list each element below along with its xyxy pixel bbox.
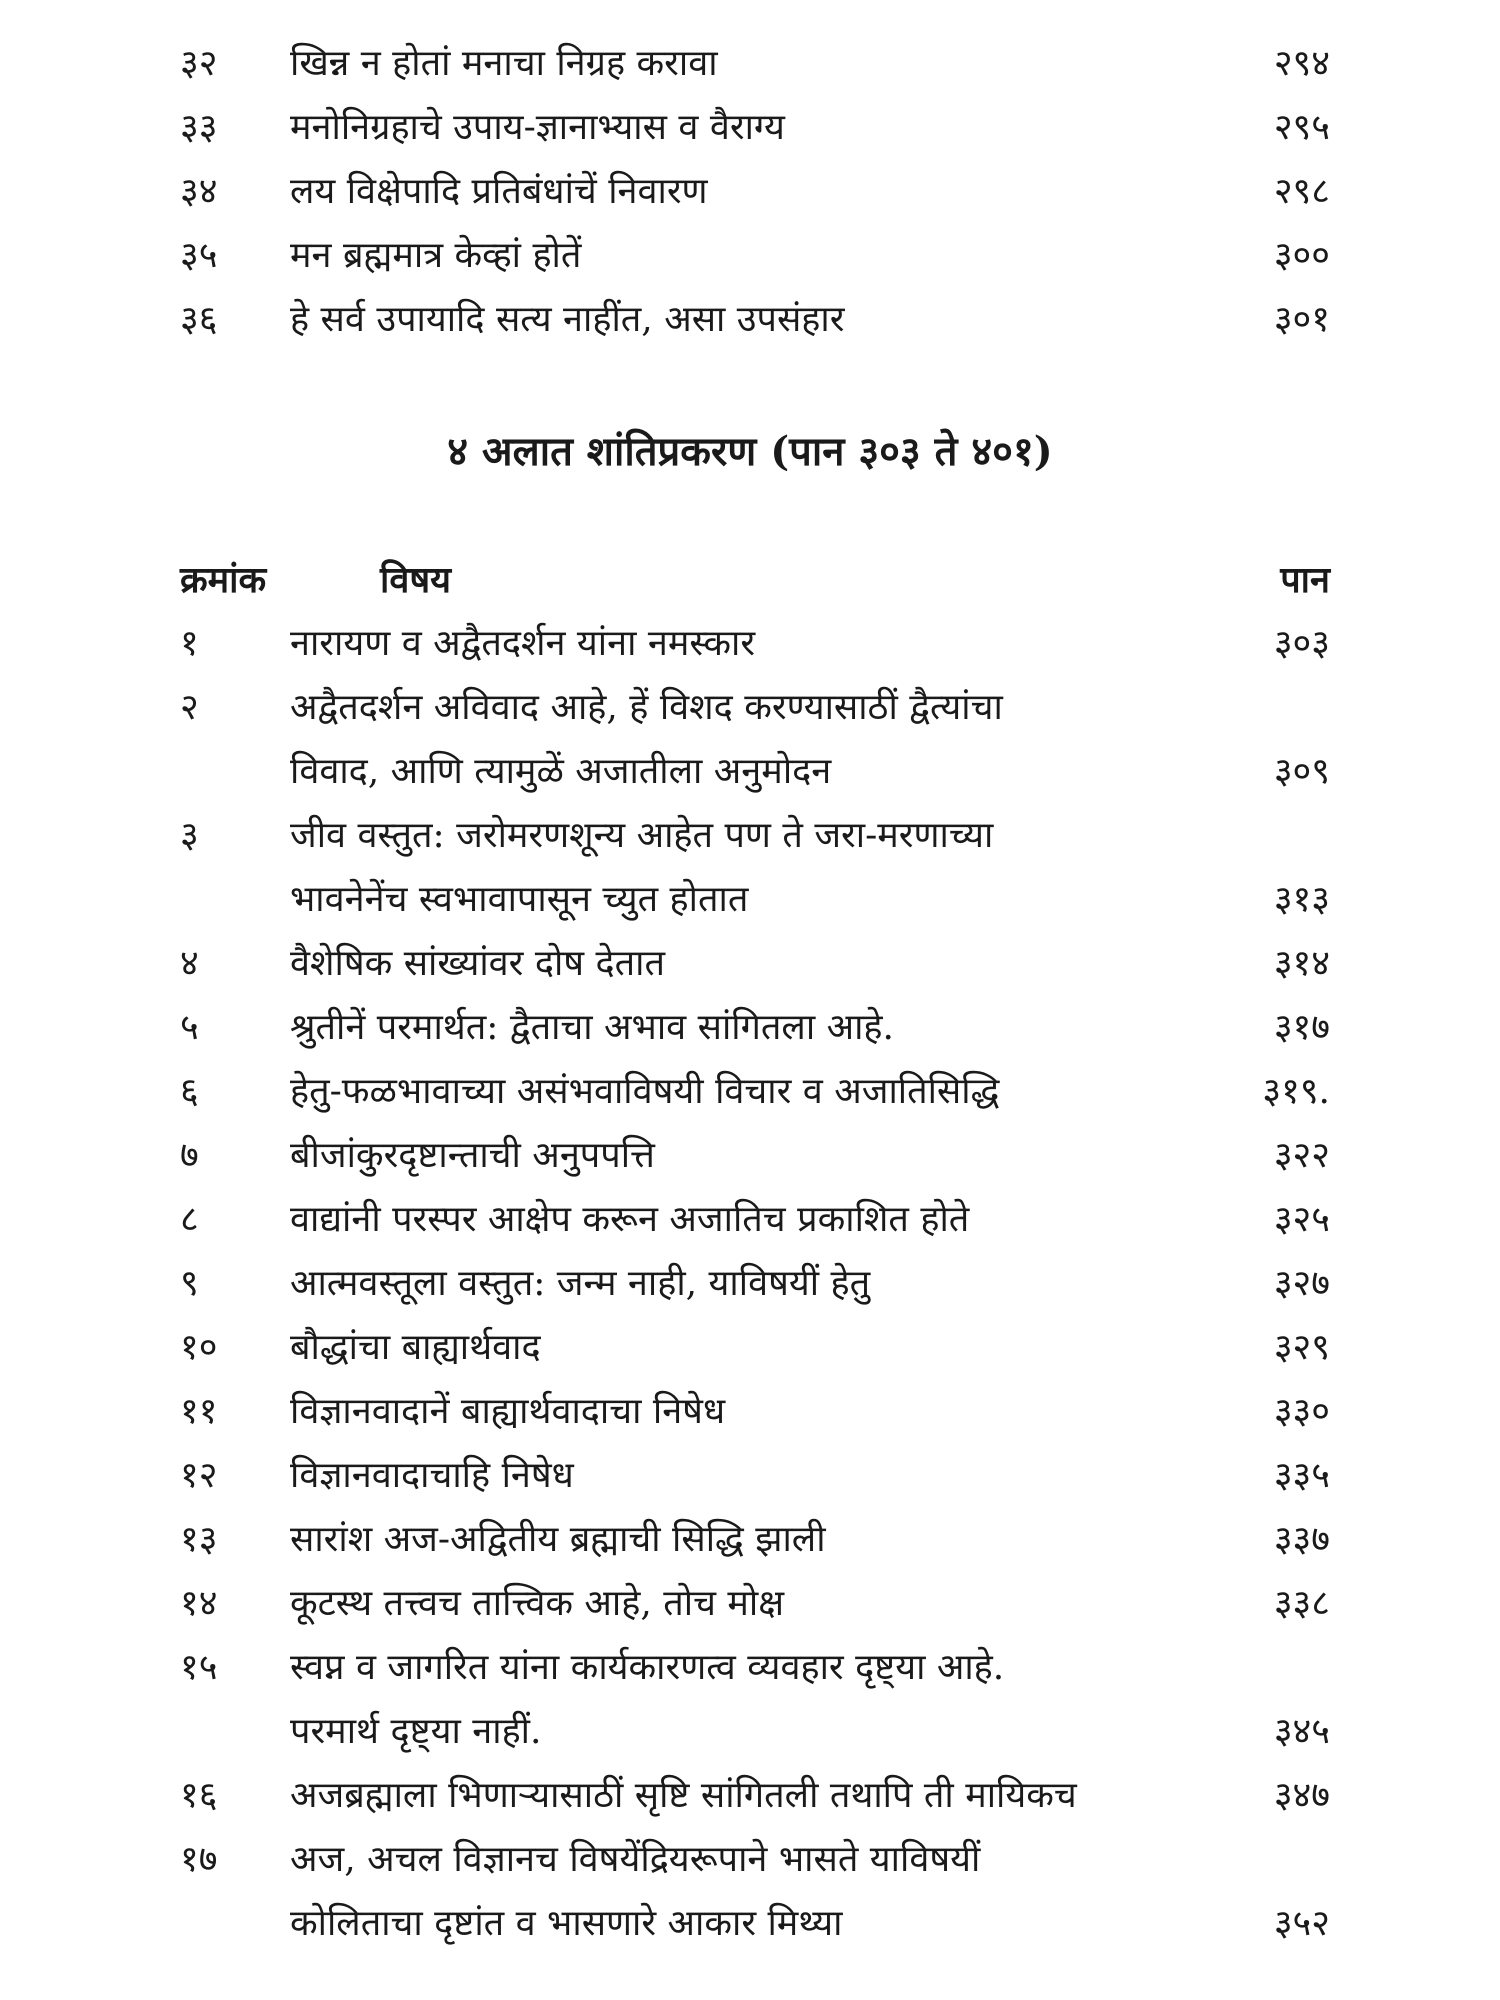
entry-number: १ <box>180 623 199 664</box>
entry-title: कोलिताचा दृष्टांत व भासणारे आकार मिथ्या <box>290 1903 843 1944</box>
list-item <box>180 1124 1330 1188</box>
entry-number: ९ <box>180 1263 199 1304</box>
list-item <box>180 1636 1330 1700</box>
entry-page: ३३५ <box>1273 1455 1330 1496</box>
header-page: पान <box>1280 559 1330 601</box>
entry-title: हेतु-फळभावाच्या असंभवाविषयी विचार व अजातिसिद्धि <box>290 1071 1000 1112</box>
entry-page: ३०९ <box>1273 751 1330 792</box>
entry-number: ८ <box>180 1199 199 1240</box>
entry-page: ३४७ <box>1273 1775 1330 1816</box>
list-item <box>180 1508 1330 1572</box>
toc-main-list <box>180 612 1330 1956</box>
entry-number: ११ <box>180 1391 218 1432</box>
entry-title: वैशेषिक सांख्यांवर दोष देतात <box>290 943 665 984</box>
list-item <box>180 1188 1330 1252</box>
entry-title: भावनेनेंच स्वभावापासून च्युत होतात <box>290 879 749 920</box>
list-item <box>180 996 1330 1060</box>
list-item <box>180 676 1330 740</box>
list-item <box>180 804 1330 868</box>
entry-title: मनोनिग्रहाचे उपाय-ज्ञानाभ्यास व वैराग्य <box>290 107 785 148</box>
entry-title: परमार्थ दृष्ट्या नाहीं. <box>290 1711 542 1752</box>
list-item <box>180 932 1330 996</box>
entry-page: २९८ <box>1273 171 1330 212</box>
entry-page: ३१७ <box>1273 1007 1330 1048</box>
entry-page: ३०१ <box>1273 299 1330 340</box>
entry-number: १४ <box>180 1583 218 1624</box>
table-header <box>180 548 1330 612</box>
list-item <box>180 32 1330 96</box>
entry-number: १६ <box>180 1775 218 1816</box>
entry-title: बौद्धांचा बाह्यार्थवाद <box>290 1327 541 1368</box>
entry-title: विवाद, आणि त्यामुळें अजातीला अनुमोदन <box>290 751 832 792</box>
entry-title: आत्मवस्तूला वस्तुत: जन्म नाही, याविषयीं हेतु <box>290 1263 871 1304</box>
entry-page: ३२५ <box>1273 1199 1330 1240</box>
entry-number: ३२ <box>180 43 218 84</box>
list-item <box>180 1828 1330 1892</box>
entry-number: १२ <box>180 1455 218 1496</box>
entry-number: ३ <box>180 815 199 856</box>
entry-number: १७ <box>180 1839 218 1880</box>
list-item <box>180 1252 1330 1316</box>
entry-number: १३ <box>180 1519 218 1560</box>
entry-title: कूटस्थ तत्त्वच तात्त्विक आहे, तोच मोक्ष <box>290 1583 785 1624</box>
entry-page: ३२२ <box>1273 1135 1330 1176</box>
entry-number: ३५ <box>180 235 218 276</box>
list-item <box>180 96 1330 160</box>
entry-page: ३३० <box>1273 1391 1330 1432</box>
entry-number: १० <box>180 1327 218 1368</box>
entry-number: ५ <box>180 1007 199 1048</box>
header-subject: विषय <box>380 559 452 601</box>
list-item <box>180 224 1330 288</box>
entry-number: ३६ <box>180 299 218 340</box>
list-item <box>180 740 1330 804</box>
entry-page: ३४५ <box>1273 1711 1330 1752</box>
entry-title: विज्ञानवादाचाहि निषेध <box>290 1455 574 1496</box>
list-item <box>180 1572 1330 1636</box>
list-item <box>180 1060 1330 1124</box>
entry-title: मन ब्रह्ममात्र केव्हां होतें <box>290 235 582 276</box>
list-item <box>180 1700 1330 1764</box>
entry-title: हे सर्व उपायादि सत्य नाहींत, असा उपसंहार <box>290 299 845 340</box>
section-heading: ४ अलात शांतिप्रकरण (पान ३०३ ते ४०१) <box>447 428 1053 475</box>
entry-number: ३४ <box>180 171 218 212</box>
list-item <box>180 1892 1330 1956</box>
list-item <box>180 612 1330 676</box>
entry-number: ४ <box>180 943 199 984</box>
entry-title: स्वप्न व जागरित यांना कार्यकारणत्व व्यवहार दृष्ट्या आहे. <box>290 1647 1005 1688</box>
entry-title: जीव वस्तुत: जरोमरणशून्य आहेत पण ते जरा-मरणाच्या <box>290 815 994 856</box>
entry-title: खिन्न न होतां मनाचा निग्रह करावा <box>290 43 718 84</box>
entry-number: ६ <box>180 1071 199 1112</box>
list-item <box>180 1316 1330 1380</box>
entry-page: ३३७ <box>1273 1519 1330 1560</box>
entry-title: नारायण व अद्वैतदर्शन यांना नमस्कार <box>290 623 756 664</box>
entry-title: बीजांकुरदृष्टान्ताची अनुपपत्ति <box>290 1135 655 1176</box>
entry-page: २९४ <box>1273 43 1330 84</box>
entry-title: अज, अचल विज्ञानच विषयेंद्रियरूपाने भासते याविषयीं <box>290 1839 981 1880</box>
entry-number: ७ <box>180 1135 199 1176</box>
entry-page: ३५२ <box>1273 1903 1330 1944</box>
entry-number: १५ <box>180 1647 218 1688</box>
list-item <box>180 160 1330 224</box>
entry-page: ३२७ <box>1273 1263 1330 1304</box>
entry-title: अजब्रह्माला भिणाऱ्यासाठीं सृष्टि सांगितली तथापि ती मायिकच <box>290 1775 1077 1816</box>
entry-title: अद्वैतदर्शन अविवाद आहे, हें विशद करण्यासाठीं द्वैत्यांचा <box>290 687 1003 728</box>
entry-page: ३१९. <box>1262 1071 1330 1112</box>
entry-page: २९५ <box>1273 107 1330 148</box>
list-item <box>180 288 1330 352</box>
entry-number: २ <box>180 687 199 728</box>
list-item <box>180 1764 1330 1828</box>
list-item <box>180 1444 1330 1508</box>
list-item <box>180 1380 1330 1444</box>
entry-title: सारांश अज-अद्वितीय ब्रह्माची सिद्धि झाली <box>290 1519 826 1560</box>
entry-page: ३२९ <box>1273 1327 1330 1368</box>
entry-page: ३१३ <box>1273 879 1330 920</box>
entry-title: वाद्यांनी परस्पर आक्षेप करून अजातिच प्रकाशित होते <box>290 1199 970 1240</box>
entry-page: ३१४ <box>1273 943 1330 984</box>
entry-title: लय विक्षेपादि प्रतिबंधांचें निवारण <box>290 171 708 212</box>
entry-title: श्रुतीनें परमार्थत: द्वैताचा अभाव सांगितला आहे. <box>290 1007 894 1048</box>
entry-page: ३०३ <box>1273 623 1330 664</box>
header-number: क्रमांक <box>180 559 267 601</box>
entry-title: विज्ञानवादानें बाह्यार्थवादाचा निषेध <box>290 1391 726 1432</box>
entry-page: ३०० <box>1273 235 1330 276</box>
list-item <box>180 868 1330 932</box>
toc-top-list <box>180 32 1330 352</box>
entry-page: ३३८ <box>1273 1583 1330 1624</box>
entry-number: ३३ <box>180 107 218 148</box>
